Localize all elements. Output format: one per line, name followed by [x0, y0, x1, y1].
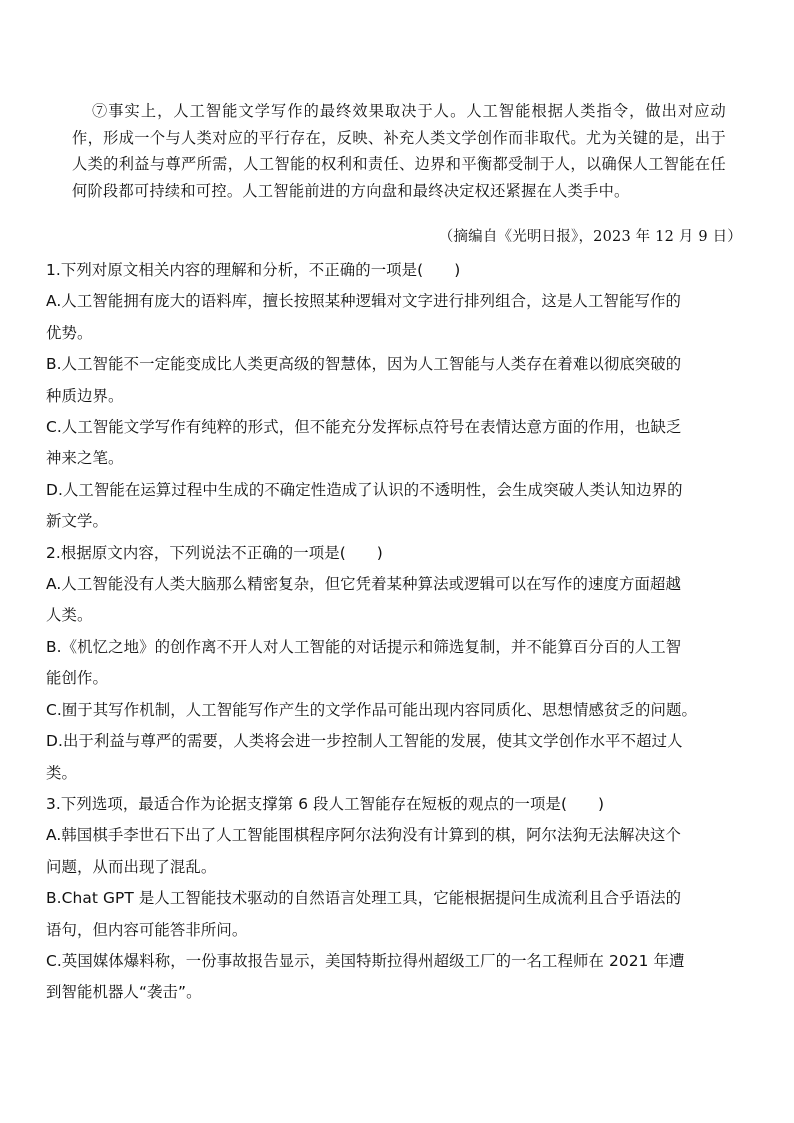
passage-paragraph-7: ⑦事实上，人工智能文学写作的最终效果取决于人。人工智能根据人类指令，做出对应动作，形成一个与人类对应的平行存在，反映、补充人类文学创作而非取代。尤为关键的是，出于人类的利益与尊严所需，人工智能的权利和责任、边界和平衡都受制于人，以确保人工智能在任何阶段都可持续和可控。人工智能前进的方向盘和最终决定权还紧握在人类手中。 — [72, 102, 726, 200]
question-1-option-b-cont: 种质边界。 — [46, 386, 124, 405]
question-1-option-d: D.人工智能在运算过程中生成的不确定性造成了认识的不透明性，会生成突破人类认知边界的 — [46, 480, 683, 499]
question-2-option-a-cont: 人类。 — [46, 606, 93, 625]
question-1-option-c: C.人工智能文学写作有纯粹的形式，但不能充分发挥标点符号在表情达意方面的作用，也缺乏 — [46, 418, 682, 437]
question-2-option-c: C.囿于其写作机制，人工智能写作产生的文学作品可能出现内容同质化、思想情感贫乏的问题。 — [46, 700, 697, 719]
question-2-option-a: A.人工智能没有人类大脑那么精密复杂，但它凭着某种算法或逻辑可以在写作的速度方面超越 — [46, 575, 681, 594]
question-3-stem: 3.下列选项，最适合作为论据支撑第 6 段人工智能存在短板的观点的一项是( ) — [46, 794, 605, 813]
question-1-stem: 1.下列对原文相关内容的理解和分析，不正确的一项是( ) — [46, 261, 461, 279]
question-2-option-b: B.《机忆之地》的创作离不开人对人工智能的对话提示和筛选复制，并不能算百分百的人工智 — [46, 637, 682, 656]
question-3-option-b-cont: 语句，但内容可能答非所问。 — [46, 920, 248, 939]
question-2-option-b-cont: 能创作。 — [46, 669, 108, 688]
question-1-option-b: B.人工智能不一定能变成比人类更高级的智慧体，因为人工智能与人类存在着难以彻底突破的 — [46, 355, 682, 374]
question-2-option-d: D.出于利益与尊严的需要，人类将会进一步控制人工智能的发展，使其文学创作水平不超过人 — [46, 732, 683, 751]
question-3-option-a: A.韩国棋手李世石下出了人工智能围棋程序阿尔法狗没有计算到的棋，阿尔法狗无法解决这个 — [46, 826, 681, 845]
question-3-option-c-cont: 到智能机器人“袭击”。 — [46, 983, 202, 1002]
question-3-option-b: B.Chat GPT 是人工智能技术驱动的自然语言处理工具，它能根据提问生成流利且合乎语法的 — [46, 889, 682, 908]
question-1-option-a-cont: 优势。 — [46, 323, 93, 342]
passage-source: （摘编自《光明日报》，2023 年 12 月 9 日） — [438, 229, 742, 245]
question-3-option-c: C.英国媒体爆料称，一份事故报告显示，美国特斯拉得州超级工厂的一名工程师在 2021 年遭 — [46, 951, 685, 970]
question-1-option-a: A.人工智能拥有庞大的语料库，擅长按照某种逻辑对文字进行排列组合，这是人工智能写作的 — [46, 292, 681, 311]
question-3-option-a-cont: 问题，从而出现了混乱。 — [46, 857, 217, 876]
question-2-option-d-cont: 类。 — [46, 763, 77, 782]
question-1-option-d-cont: 新文学。 — [46, 512, 108, 531]
question-2-stem: 2.根据原文内容，下列说法不正确的一项是( ) — [46, 543, 383, 562]
question-1-option-c-cont: 神来之笔。 — [46, 449, 124, 468]
questions-section — [46, 255, 748, 1009]
